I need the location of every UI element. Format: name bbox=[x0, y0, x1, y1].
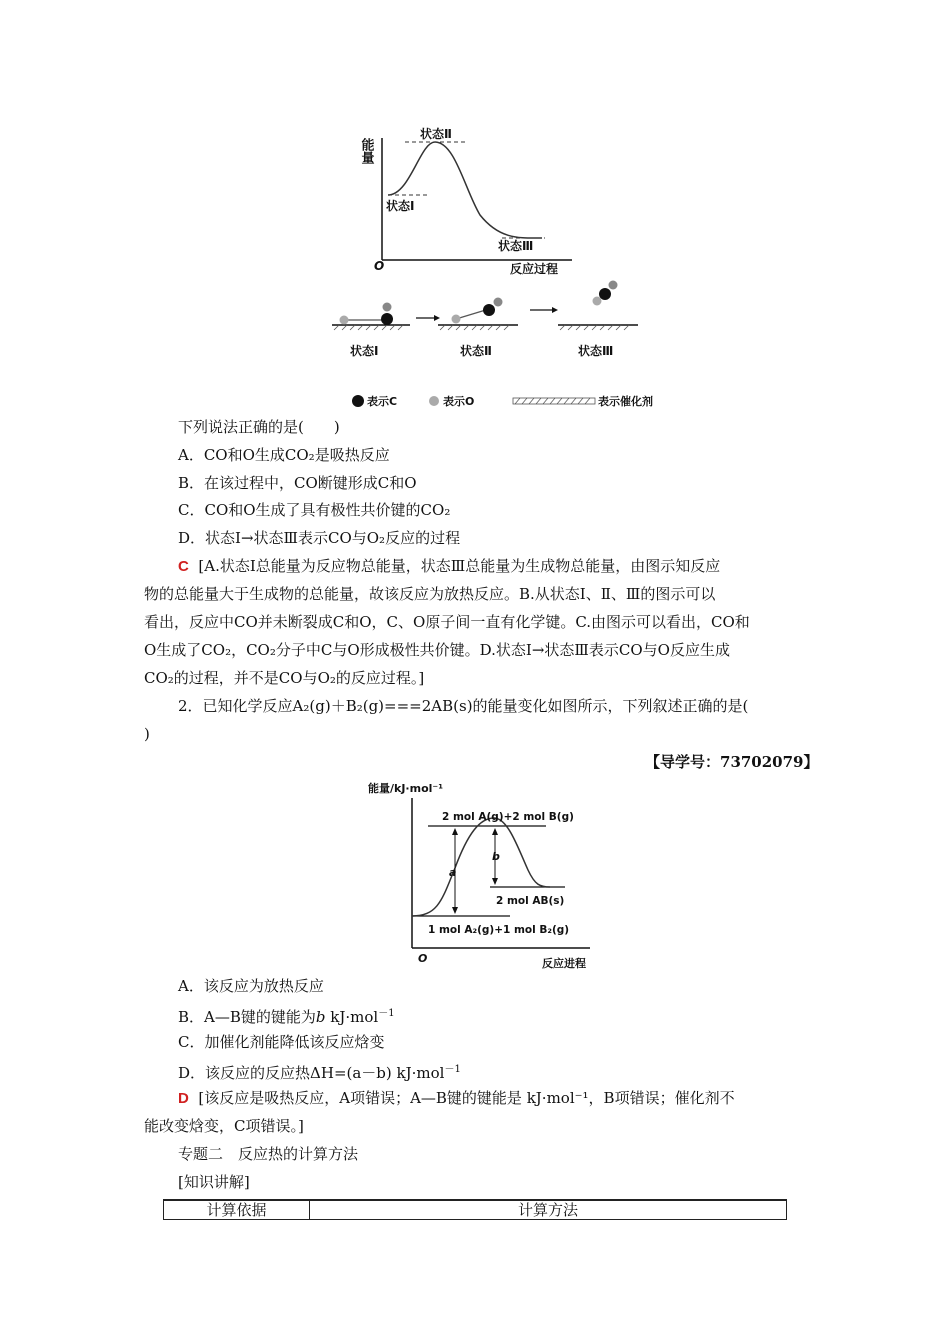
q1-stem: 下列说法正确的是( ) bbox=[178, 418, 340, 436]
q2-stem-2: ) bbox=[144, 725, 150, 743]
fig1-state1: 状态Ⅰ bbox=[386, 199, 415, 213]
fig2-product-level: 2 mol AB(s) bbox=[496, 895, 565, 907]
calculation-table bbox=[163, 1199, 787, 1220]
q1-explanation-2: 物的总能量大于生成物的总能量，故该反应为放热反应。B.从状态Ⅰ、Ⅱ、Ⅲ的图示可以 bbox=[144, 585, 716, 603]
q1-option-b: B．在该过程中，CO断键形成C和O bbox=[178, 474, 417, 492]
legend-catalyst: 表示催化剂 bbox=[598, 395, 653, 408]
legend-c: 表示C bbox=[367, 395, 398, 408]
energy-diagram-co-oxidation bbox=[330, 120, 660, 415]
fig2-origin: O bbox=[418, 952, 428, 965]
fig2-reactant-level: 1 mol A₂(g)+1 mol B₂(g) bbox=[428, 924, 570, 936]
fig2-top-level: 2 mol A(g)+2 mol B(g) bbox=[442, 811, 574, 823]
table-header-method: 计算方法 bbox=[310, 1200, 787, 1220]
legend-o: 表示O bbox=[443, 395, 475, 408]
energy-diagram-ab-formation bbox=[360, 778, 610, 970]
fig1-mol-state3: 状态Ⅲ bbox=[578, 344, 614, 358]
fig2-label-b: b bbox=[492, 850, 500, 863]
q1-answer: C bbox=[178, 558, 189, 575]
fig1-origin: O bbox=[374, 259, 385, 273]
q2-option-a: A．该反应为放热反应 bbox=[178, 977, 324, 995]
fig1-y-label: 能量 bbox=[358, 138, 374, 164]
fig2-y-label: 能量/kJ·mol⁻¹ bbox=[368, 782, 444, 795]
q2-explanation-2: 能改变焓变，C项错误。] bbox=[144, 1117, 304, 1135]
q2-answer: D bbox=[178, 1090, 189, 1107]
q1-explanation-4: O生成了CO₂，CO₂分子中C与O形成极性共价键。D.状态Ⅰ→状态Ⅲ表示CO与O反应生成 bbox=[144, 641, 730, 659]
fig1-mol-state1: 状态Ⅰ bbox=[350, 344, 379, 358]
table-header-row bbox=[164, 1200, 787, 1220]
q1-option-a: A．CO和O生成CO₂是吸热反应 bbox=[178, 446, 390, 464]
q2-option-d: D．该反应的反应热ΔH=(a－b) kJ·mol$^{-1}$ bbox=[178, 1064, 461, 1082]
q1-explanation-5: CO₂的过程，并不是CO与O₂的反应过程。] bbox=[144, 669, 425, 687]
fig1-state2: 状态Ⅱ bbox=[420, 127, 452, 141]
section-subtitle: [知识讲解] bbox=[178, 1173, 250, 1191]
q2-option-c: C．加催化剂能降低该反应焓变 bbox=[178, 1033, 385, 1051]
q1-explanation-1: [A.状态Ⅰ总能量为反应物总能量，状态Ⅲ总能量为生成物总能量，由图示知反应 bbox=[198, 557, 721, 575]
q2-option-b: B．A—B键的键能为b kJ·mol$^{-1}$ bbox=[178, 1008, 395, 1026]
section-title: 专题二 反应热的计算方法 bbox=[178, 1145, 359, 1163]
fig2-label-a: a bbox=[449, 866, 457, 879]
fig1-state3: 状态Ⅲ bbox=[498, 239, 534, 253]
fig1-mol-state2: 状态Ⅱ bbox=[460, 344, 492, 358]
q1-option-c: C．CO和O生成了具有极性共价键的CO₂ bbox=[178, 501, 451, 519]
q2-answer-line bbox=[178, 1087, 735, 1110]
fig2-x-label: 反应进程 bbox=[542, 957, 586, 970]
q2-ref-number: 【导学号：73702079】 bbox=[645, 753, 819, 771]
q1-option-d: D．状态Ⅰ→状态Ⅲ表示CO与O₂反应的过程 bbox=[178, 529, 461, 547]
table-header-basis: 计算依据 bbox=[164, 1200, 310, 1220]
fig1-x-label: 反应过程 bbox=[510, 262, 559, 276]
q1-answer-line bbox=[178, 555, 720, 578]
q1-explanation-3: 看出，反应中CO并未断裂成C和O，C、O原子间一直有化学键。C.由图示可以看出，CO和 bbox=[144, 613, 750, 631]
q2-explanation-1: [该反应是吸热反应，A项错误；A—B键的键能是 kJ·mol⁻¹，B项错误；催化剂不 bbox=[198, 1089, 735, 1107]
q2-stem-1: 2．已知化学反应A₂(g)＋B₂(g)===2AB(s)的能量变化如图所示，下列叙述正确的是( bbox=[178, 697, 749, 715]
